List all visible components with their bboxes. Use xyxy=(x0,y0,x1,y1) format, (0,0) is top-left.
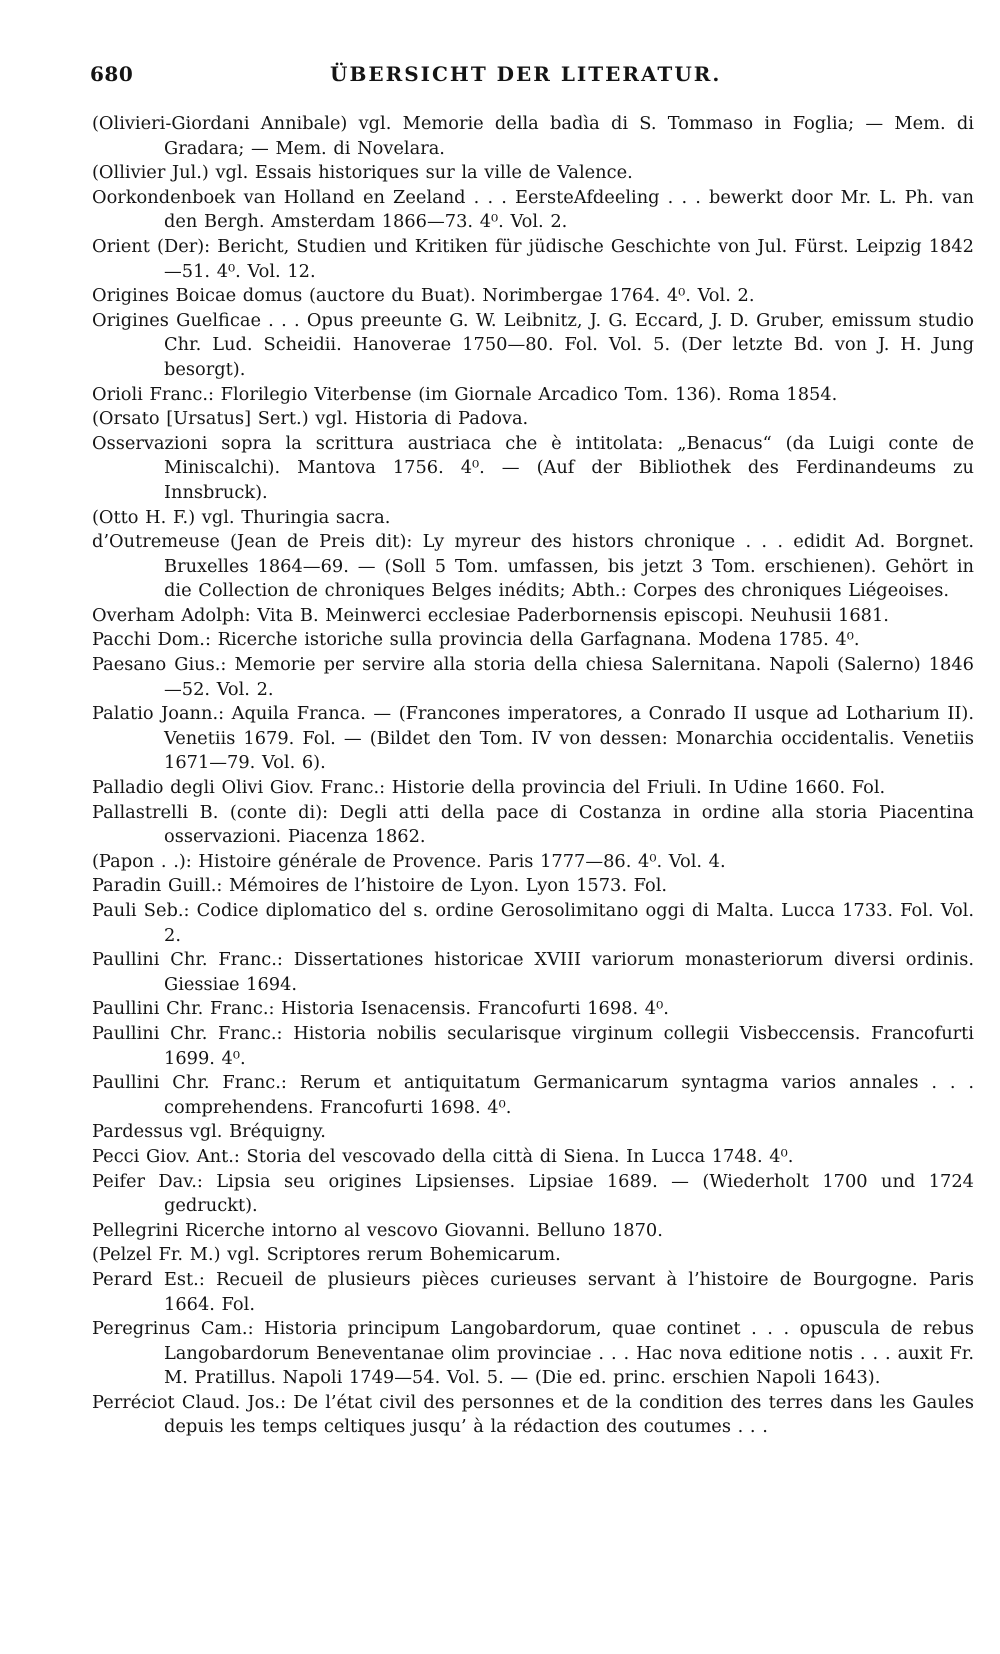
bibliography-entry: d’Outremeuse (Jean de Preis dit): Ly myreur des histors chronique . . . edidit Ad. Borgnet. Bruxelles 1864—69. — (Soll 5 Tom. umfassen, bis jetzt 3 Tom. erschienen). Gehört in die Collection de chroniques Belges inédits; Abth.: Corpes des chroniques Liégeoises. xyxy=(92,531,974,602)
bibliography-entry: (Otto H. F.) vgl. Thuringia sacra. xyxy=(92,506,391,528)
bibliography-entry: Orient (Der): Bericht, Studien und Kritiken für jüdische Geschichte von Jul. Fürst. Leipzig 1842—51. 4⁰. Vol. 12. xyxy=(92,235,974,282)
bibliography-entry: Perréciot Claud. Jos.: De l’état civil des personnes et de la condition des terres dans les Gaules depuis les temps celtiques jusqu’ à la rédaction des coutumes . . . xyxy=(92,1391,974,1438)
bibliography-entry: Origines Boicae domus (auctore du Buat). Norimbergae 1764. 4⁰. Vol. 2. xyxy=(92,285,755,307)
page-header xyxy=(90,62,970,92)
bibliography-entry: Peregrinus Cam.: Historia principum Langobardorum, quae continet . . . opuscula de rebus Langobardorum Beneventanae olim provinciae . . . Hac nova editione notis . . . auxit Fr. M. Pratillus. Napoli 1749—54. Vol. 5. — (Die ed. princ. erschien Napoli 1643). xyxy=(92,1318,974,1389)
bibliography-entry: Orioli Franc.: Florilegio Viterbense (im Giornale Arcadico Tom. 136). Roma 1854. xyxy=(92,383,838,405)
bibliography-entry: Paullini Chr. Franc.: Dissertationes historicae XVIII variorum monasteriorum diversi ordinis. Giessiae 1694. xyxy=(92,949,974,995)
bibliography-entry: Paradin Guill.: Mémoires de l’histoire de Lyon. Lyon 1573. Fol. xyxy=(92,875,668,897)
bibliography-entry: Pacchi Dom.: Ricerche istoriche sulla provincia della Garfagnana. Modena 1785. 4⁰. xyxy=(92,629,860,651)
bibliography-entry: Osservazioni sopra la scrittura austriaca che è intitolata: „Benacus“ (da Luigi conte de Miniscalchi). Mantova 1756. 4⁰. — (Auf der Bibliothek des Ferdinandeums zu Innsbruck). xyxy=(92,432,974,503)
bibliography-entry: Overham Adolph: Vita B. Meinwerci ecclesiae Paderbornensis episcopi. Neuhusii 1681. xyxy=(92,604,889,626)
bibliography-entry: Palladio degli Olivi Giov. Franc.: Historie della provincia del Friuli. In Udine 1660. Fol. xyxy=(92,777,886,799)
bibliography-entry: Paullini Chr. Franc.: Rerum et antiquitatum Germanicarum syntagma varios annales . . . comprehendens. Francofurti 1698. 4⁰. xyxy=(92,1072,974,1118)
bibliography-entry: Peifer Dav.: Lipsia seu origines Lipsienses. Lipsiae 1689. — (Wiederholt 1700 und 1724 gedruckt). xyxy=(92,1170,974,1217)
bibliography-entry: Oorkondenboek van Holland en Zeeland . . . EersteAfdeeling . . . bewerkt door Mr. L. Ph. van den Bergh. Amsterdam 1866—73. 4⁰. Vol. 2. xyxy=(92,186,974,233)
bibliography-entry: (Pelzel Fr. M.) vgl. Scriptores rerum Bohemicarum. xyxy=(92,1244,561,1266)
bibliography-entry: Pardessus vgl. Bréquigny. xyxy=(92,1121,326,1143)
bibliography-entry: Perard Est.: Recueil de plusieurs pièces curieuses servant à l’histoire de Bourgogne. Paris 1664. Fol. xyxy=(92,1268,974,1315)
bibliography-entry: Pecci Giov. Ant.: Storia del vescovado della città di Siena. In Lucca 1748. 4⁰. xyxy=(92,1145,794,1167)
bibliography-entry: (Orsato [Ursatus] Sert.) vgl. Historia di Padova. xyxy=(92,408,529,430)
bibliography-entry: Pellegrini Ricerche intorno al vescovo Giovanni. Belluno 1870. xyxy=(92,1219,663,1241)
bibliography-entry: (Olivieri-Giordani Annibale) vgl. Memorie della badìa di S. Tommaso in Foglia; — Mem. di Gradara; — Mem. di Novelara. xyxy=(92,113,974,159)
bibliography-entry: (Ollivier Jul.) vgl. Essais historiques sur la ville de Valence. xyxy=(92,162,633,184)
page-number: 680 xyxy=(90,62,134,86)
bibliography-entry: Origines Guelficae . . . Opus preeunte G. W. Leibnitz, J. G. Eccard, J. D. Gruber, emissum studio Chr. Lud. Scheidii. Hanoverae 1750—80. Fol. Vol. 5. (Der letzte Bd. von J. H. Jung besorgt). xyxy=(92,309,974,380)
bibliography-entry: Paullini Chr. Franc.: Historia nobilis secularisque virginum collegii Visbeccensis. Francofurti 1699. 4⁰. xyxy=(92,1022,974,1069)
bibliography-entry: Palatio Joann.: Aquila Franca. — (Francones imperatores, a Conrado II usque ad Lotharium II). Venetiis 1679. Fol. — (Bildet den Tom. IV von dessen: Monarchia occidentalis. Venetiis 1671—79. Vol. 6). xyxy=(92,703,974,774)
bibliography-list xyxy=(92,112,974,1440)
bibliography-entry: (Papon . .): Histoire générale de Provence. Paris 1777—86. 4⁰. Vol. 4. xyxy=(92,850,726,872)
bibliography-entry: Paesano Gius.: Memorie per servire alla storia della chiesa Salernitana. Napoli (Salerno) 1846—52. Vol. 2. xyxy=(92,654,974,700)
bibliography-entry: Paullini Chr. Franc.: Historia Isenacensis. Francofurti 1698. 4⁰. xyxy=(92,998,669,1020)
bibliography-entry: Pauli Seb.: Codice diplomatico del s. ordine Gerosolimitano oggi di Malta. Lucca 1733. Fol. Vol. 2. xyxy=(92,900,974,946)
bibliography-entry: Pallastrelli B. (conte di): Degli atti della pace di Costanza in ordine alla storia Piacentina osservazioni. Piacenza 1862. xyxy=(92,801,974,848)
running-title: ÜBERSICHT DER LITERATUR. xyxy=(330,62,722,86)
